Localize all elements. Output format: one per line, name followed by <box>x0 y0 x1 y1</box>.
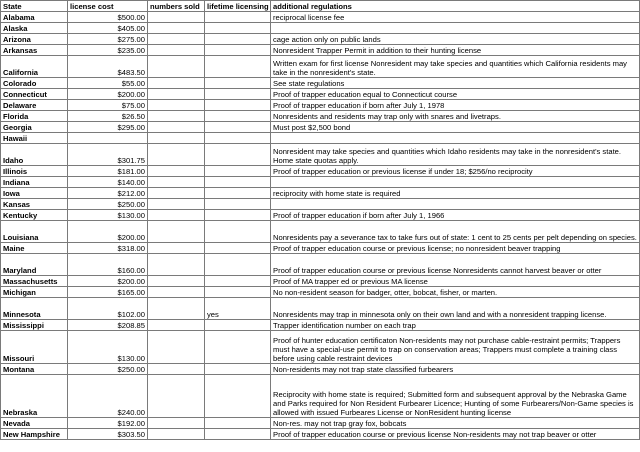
numbers-sold-cell <box>148 276 205 287</box>
additional-regulations-cell: Non-residents may not trap state classified furbearers <box>271 364 640 375</box>
table-row <box>1 210 640 221</box>
lifetime-licensing-cell <box>205 122 271 133</box>
state-cell: Delaware <box>1 100 68 111</box>
state-cell: Kentucky <box>1 210 68 221</box>
license-cost-cell: $303.50 <box>68 429 148 440</box>
table-row <box>1 45 640 56</box>
license-cost-cell: $200.00 <box>68 276 148 287</box>
additional-regulations-cell: Reciprocity with home state is required; Submitted form and subsequent approval by the Nebraska Game and Parks required for Non Resident Furbearer Licence; Hunting of some Furbearers/Non-Game species is allowed with issued Furbeares License or NonResident hunting license <box>271 375 640 418</box>
table-row <box>1 221 640 243</box>
lifetime-licensing-cell <box>205 56 271 78</box>
table-row <box>1 177 640 188</box>
lifetime-licensing-cell <box>205 320 271 331</box>
numbers-sold-cell <box>148 34 205 45</box>
additional-regulations-cell: Proof of MA trapper ed or previous MA license <box>271 276 640 287</box>
state-cell: Colorado <box>1 78 68 89</box>
state-cell: Massachusetts <box>1 276 68 287</box>
additional-regulations-cell: Nonresidents pay a severance tax to take furs out of state: 1 cent to 25 cents per pelt depending on species. <box>271 221 640 243</box>
state-cell: Alaska <box>1 23 68 34</box>
additional-regulations-cell: reciprocity with home state is required <box>271 188 640 199</box>
numbers-sold-cell <box>148 320 205 331</box>
table-row <box>1 23 640 34</box>
state-cell: California <box>1 56 68 78</box>
numbers-sold-cell <box>148 298 205 320</box>
additional-regulations-cell: Proof of trapper education equal to Connecticut course <box>271 89 640 100</box>
numbers-sold-cell <box>148 254 205 276</box>
lifetime-licensing-cell <box>205 111 271 122</box>
additional-regulations-cell: Written exam for first license Nonresident may take species and quantities which California residents may take in the nonresident's state. <box>271 56 640 78</box>
lifetime-licensing-cell: yes <box>205 298 271 320</box>
license-cost-cell: $250.00 <box>68 199 148 210</box>
lifetime-licensing-cell <box>205 418 271 429</box>
additional-regulations-cell: Proof of hunter education certificaton Non-residents may not purchase cable-restraint permits; Trappers must have a special-use permit to trap on conservation areas; Trappers must complete a training class before using cable restraint devices <box>271 331 640 364</box>
additional-regulations-cell: Proof of trapper education course or previous license Nonresidents cannot harvest beaver or otter <box>271 254 640 276</box>
license-cost-cell: $483.50 <box>68 56 148 78</box>
state-cell: Arizona <box>1 34 68 45</box>
table-row <box>1 287 640 298</box>
table-row <box>1 89 640 100</box>
state-cell: Mississippi <box>1 320 68 331</box>
lifetime-licensing-cell <box>205 34 271 45</box>
additional-regulations-cell: Proof of trapper education course or previous license Non-residents may not trap beaver or otter <box>271 429 640 440</box>
numbers-sold-cell <box>148 177 205 188</box>
lifetime-licensing-cell <box>205 23 271 34</box>
numbers-sold-cell <box>148 364 205 375</box>
additional-regulations-cell: Must post $2,500 bond <box>271 122 640 133</box>
additional-regulations-cell: reciprocal license fee <box>271 12 640 23</box>
lifetime-licensing-cell <box>205 331 271 364</box>
lifetime-licensing-cell <box>205 254 271 276</box>
header-lifetime-licensing: lifetime licensing <box>205 1 271 12</box>
license-cost-cell: $102.00 <box>68 298 148 320</box>
numbers-sold-cell <box>148 166 205 177</box>
numbers-sold-cell <box>148 45 205 56</box>
license-cost-cell: $301.75 <box>68 144 148 166</box>
lifetime-licensing-cell <box>205 364 271 375</box>
license-cost-cell: $295.00 <box>68 122 148 133</box>
additional-regulations-cell: Trapper identification number on each trap <box>271 320 640 331</box>
table-row <box>1 320 640 331</box>
state-cell: Indiana <box>1 177 68 188</box>
license-cost-cell: $200.00 <box>68 89 148 100</box>
license-cost-cell: $130.00 <box>68 331 148 364</box>
state-cell: Michigan <box>1 287 68 298</box>
lifetime-licensing-cell <box>205 375 271 418</box>
table-row <box>1 364 640 375</box>
state-cell: Minnesota <box>1 298 68 320</box>
header-numbers-sold: numbers sold <box>148 1 205 12</box>
table-row <box>1 418 640 429</box>
license-cost-cell: $200.00 <box>68 221 148 243</box>
additional-regulations-cell: Nonresidents and residents may trap only with snares and livetraps. <box>271 111 640 122</box>
table-row <box>1 122 640 133</box>
additional-regulations-cell: Proof of trapper education if born after July 1, 1966 <box>271 210 640 221</box>
numbers-sold-cell <box>148 418 205 429</box>
license-cost-cell: $130.00 <box>68 210 148 221</box>
header-row <box>1 1 640 12</box>
header-state: State <box>1 1 68 12</box>
state-cell: Maine <box>1 243 68 254</box>
state-cell: Connecticut <box>1 89 68 100</box>
table-row <box>1 375 640 418</box>
numbers-sold-cell <box>148 23 205 34</box>
state-cell: Missouri <box>1 331 68 364</box>
lifetime-licensing-cell <box>205 45 271 56</box>
table-row <box>1 12 640 23</box>
table-row <box>1 111 640 122</box>
license-cost-cell: $500.00 <box>68 12 148 23</box>
license-cost-cell <box>68 133 148 144</box>
numbers-sold-cell <box>148 199 205 210</box>
numbers-sold-cell <box>148 221 205 243</box>
license-cost-cell: $240.00 <box>68 375 148 418</box>
table-row <box>1 199 640 210</box>
table-row <box>1 243 640 254</box>
state-cell: Idaho <box>1 144 68 166</box>
state-cell: Nevada <box>1 418 68 429</box>
state-cell: Montana <box>1 364 68 375</box>
numbers-sold-cell <box>148 210 205 221</box>
header-license-cost: license cost <box>68 1 148 12</box>
lifetime-licensing-cell <box>205 166 271 177</box>
table-row <box>1 298 640 320</box>
state-cell: New Hampshire <box>1 429 68 440</box>
state-cell: Arkansas <box>1 45 68 56</box>
lifetime-licensing-cell <box>205 188 271 199</box>
additional-regulations-cell: Proof of trapper education if born after July 1, 1978 <box>271 100 640 111</box>
state-cell: Georgia <box>1 122 68 133</box>
state-cell: Alabama <box>1 12 68 23</box>
state-cell: Louisiana <box>1 221 68 243</box>
lifetime-licensing-cell <box>205 429 271 440</box>
license-cost-cell: $26.50 <box>68 111 148 122</box>
table-row <box>1 144 640 166</box>
state-cell: Nebraska <box>1 375 68 418</box>
license-cost-cell: $275.00 <box>68 34 148 45</box>
additional-regulations-cell <box>271 199 640 210</box>
numbers-sold-cell <box>148 100 205 111</box>
additional-regulations-cell: See state regulations <box>271 78 640 89</box>
lifetime-licensing-cell <box>205 133 271 144</box>
table-row <box>1 331 640 364</box>
state-cell: Illinois <box>1 166 68 177</box>
license-cost-cell: $160.00 <box>68 254 148 276</box>
lifetime-licensing-cell <box>205 287 271 298</box>
license-cost-cell: $235.00 <box>68 45 148 56</box>
additional-regulations-cell: No non-resident season for badger, otter, bobcat, fisher, or marten. <box>271 287 640 298</box>
table-row <box>1 276 640 287</box>
lifetime-licensing-cell <box>205 243 271 254</box>
license-cost-cell: $192.00 <box>68 418 148 429</box>
license-cost-cell: $75.00 <box>68 100 148 111</box>
numbers-sold-cell <box>148 122 205 133</box>
additional-regulations-cell <box>271 23 640 34</box>
state-cell: Florida <box>1 111 68 122</box>
lifetime-licensing-cell <box>205 89 271 100</box>
table-row <box>1 100 640 111</box>
lifetime-licensing-cell <box>205 210 271 221</box>
numbers-sold-cell <box>148 89 205 100</box>
header-additional-regulations: additional regulations <box>271 1 640 12</box>
numbers-sold-cell <box>148 78 205 89</box>
table-body <box>1 12 640 440</box>
numbers-sold-cell <box>148 144 205 166</box>
additional-regulations-cell: cage action only on public lands <box>271 34 640 45</box>
license-cost-cell: $250.00 <box>68 364 148 375</box>
table-row <box>1 56 640 78</box>
state-cell: Kansas <box>1 199 68 210</box>
table-row <box>1 78 640 89</box>
additional-regulations-cell: Non-res. may not trap gray fox, bobcats <box>271 418 640 429</box>
numbers-sold-cell <box>148 111 205 122</box>
numbers-sold-cell <box>148 429 205 440</box>
lifetime-licensing-cell <box>205 100 271 111</box>
additional-regulations-cell <box>271 177 640 188</box>
state-cell: Iowa <box>1 188 68 199</box>
lifetime-licensing-cell <box>205 276 271 287</box>
numbers-sold-cell <box>148 375 205 418</box>
table-row <box>1 166 640 177</box>
numbers-sold-cell <box>148 188 205 199</box>
additional-regulations-cell: Proof of trapper education or previous license if under 18; $256/no reciprocity <box>271 166 640 177</box>
table-row <box>1 429 640 440</box>
table-row <box>1 34 640 45</box>
lifetime-licensing-cell <box>205 177 271 188</box>
lifetime-licensing-cell <box>205 78 271 89</box>
additional-regulations-cell: Nonresident may take species and quantities which Idaho residents may take in the nonresident's state. Home state quotas apply. <box>271 144 640 166</box>
license-cost-cell: $208.85 <box>68 320 148 331</box>
numbers-sold-cell <box>148 243 205 254</box>
license-cost-cell: $405.00 <box>68 23 148 34</box>
additional-regulations-cell: Nonresidents may trap in minnesota only on their own land and with a nonresident trapping license. <box>271 298 640 320</box>
numbers-sold-cell <box>148 287 205 298</box>
state-cell: Hawaii <box>1 133 68 144</box>
lifetime-licensing-cell <box>205 199 271 210</box>
lifetime-licensing-cell <box>205 12 271 23</box>
numbers-sold-cell <box>148 331 205 364</box>
license-cost-cell: $55.00 <box>68 78 148 89</box>
license-cost-cell: $181.00 <box>68 166 148 177</box>
table-row <box>1 133 640 144</box>
numbers-sold-cell <box>148 133 205 144</box>
lifetime-licensing-cell <box>205 144 271 166</box>
additional-regulations-cell: Proof of trapper education course or previous license; no nonresident beaver trapping <box>271 243 640 254</box>
lifetime-licensing-cell <box>205 221 271 243</box>
license-cost-cell: $165.00 <box>68 287 148 298</box>
table-row <box>1 254 640 276</box>
license-cost-cell: $212.00 <box>68 188 148 199</box>
license-cost-cell: $318.00 <box>68 243 148 254</box>
additional-regulations-cell: Nonresident Trapper Permit in addition to their hunting license <box>271 45 640 56</box>
additional-regulations-cell <box>271 133 640 144</box>
license-cost-cell: $140.00 <box>68 177 148 188</box>
numbers-sold-cell <box>148 56 205 78</box>
numbers-sold-cell <box>148 12 205 23</box>
table-row <box>1 188 640 199</box>
state-cell: Maryland <box>1 254 68 276</box>
